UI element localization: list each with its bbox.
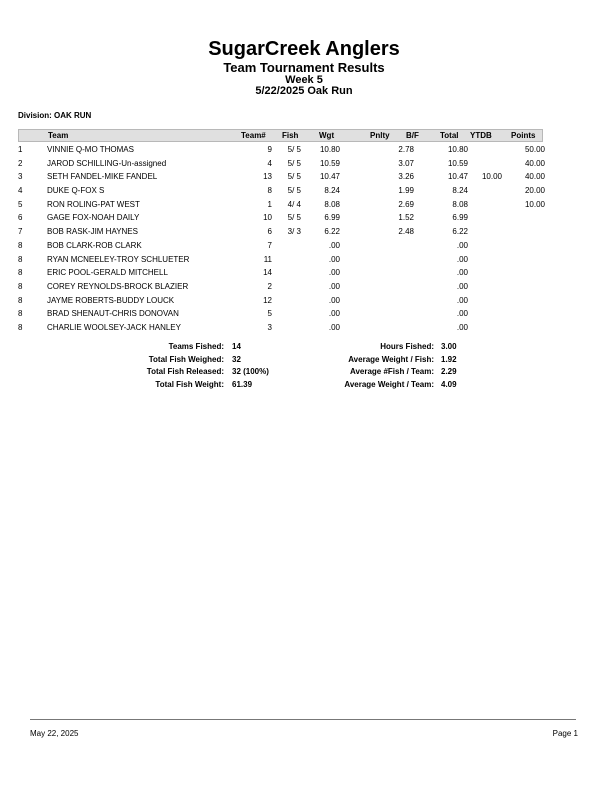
row-weight: .00	[328, 295, 340, 305]
row-total: .00	[456, 268, 468, 278]
summary-right-label: Average Weight / Fish:	[348, 354, 434, 364]
table-row	[0, 282, 608, 296]
summary-left-value: 14	[232, 342, 241, 351]
row-place: 8	[18, 322, 23, 332]
row-team-number: 10	[263, 213, 272, 223]
table-row	[0, 145, 608, 159]
row-team-number: 2	[267, 281, 272, 291]
summary	[0, 342, 608, 392]
summary-right-value: 4.09	[441, 379, 457, 389]
row-team-number: 11	[263, 254, 272, 264]
summary-right-label: Hours Fished:	[380, 342, 434, 351]
row-team: VINNIE Q-MO THOMAS	[47, 145, 134, 154]
summary-right-label: Average Weight / Team:	[344, 379, 434, 389]
summary-row	[0, 380, 608, 393]
row-place: 6	[18, 213, 23, 223]
footer-date: May 22, 2025	[30, 729, 79, 738]
summary-left-label: Teams Fished:	[168, 342, 224, 351]
row-weight: 10.47	[319, 172, 340, 182]
row-weight: 10.80	[319, 145, 340, 154]
row-place: 1	[18, 145, 23, 154]
row-big-fish: 1.99	[398, 186, 414, 196]
table-row	[0, 186, 608, 200]
row-place: 8	[18, 295, 23, 305]
row-place: 8	[18, 254, 23, 264]
row-fish: 5/ 5	[287, 213, 301, 223]
row-place: 5	[18, 199, 23, 209]
row-total: 10.47	[447, 172, 468, 182]
footer-divider	[30, 719, 576, 720]
row-team: ERIC POOL-GERALD MITCHELL	[47, 268, 168, 278]
summary-right-value: 1.92	[441, 354, 457, 364]
table-row	[0, 227, 608, 241]
summary-left-label: Total Fish Weight:	[155, 379, 224, 389]
table-header	[18, 129, 543, 142]
summary-left-label: Total Fish Weighed:	[148, 354, 224, 364]
row-team: GAGE FOX-NOAH DAILY	[47, 213, 140, 223]
row-points: 40.00	[524, 172, 545, 182]
row-place: 4	[18, 186, 23, 196]
summary-left-value: 61.39	[232, 379, 253, 389]
row-total: 10.59	[447, 158, 468, 168]
row-team-number: 12	[263, 295, 272, 305]
row-total: 8.08	[452, 199, 468, 209]
table-row	[0, 241, 608, 255]
summary-right-label: Average #Fish / Team:	[349, 367, 434, 376]
row-place: 8	[18, 268, 23, 278]
table-row	[0, 213, 608, 227]
row-total: .00	[456, 281, 468, 291]
row-fish: 3/ 3	[287, 227, 301, 237]
row-team-number: 13	[263, 172, 272, 182]
row-team: BOB CLARK-ROB CLARK	[47, 240, 142, 250]
row-total: 6.99	[452, 213, 468, 223]
row-total: .00	[456, 322, 468, 332]
results-table	[0, 145, 608, 337]
row-team-number: 9	[267, 145, 272, 154]
col-team-number: Team#	[241, 131, 266, 140]
summary-row	[0, 342, 608, 355]
row-place: 3	[18, 172, 23, 182]
row-total: 6.22	[452, 227, 468, 237]
row-points: 20.00	[524, 186, 545, 196]
row-fish: 5/ 5	[287, 158, 301, 168]
row-team-number: 1	[267, 199, 272, 209]
row-weight: 6.99	[324, 213, 340, 223]
table-row	[0, 159, 608, 173]
row-team: JAYME ROBERTS-BUDDY LOUCK	[47, 295, 175, 305]
summary-row	[0, 367, 608, 380]
summary-left-value: 32 (100%)	[232, 367, 269, 376]
report-week: Week 5	[285, 74, 323, 86]
row-fish: 5/ 5	[287, 186, 301, 196]
row-weight: .00	[328, 240, 340, 250]
row-team: COREY REYNOLDS-BROCK BLAZIER	[47, 281, 189, 291]
row-fish: 4/ 4	[287, 199, 301, 209]
report-title: SugarCreek Anglers	[208, 38, 400, 60]
summary-right-value: 2.29	[441, 367, 457, 376]
col-fish: Fish	[282, 131, 299, 140]
row-total: .00	[456, 295, 468, 305]
row-place: 2	[18, 158, 23, 168]
table-row	[0, 296, 608, 310]
col-ytdb: YTDB	[470, 131, 492, 140]
row-place: 8	[18, 240, 23, 250]
division-label: Division: OAK RUN	[18, 111, 92, 120]
row-big-fish: 3.07	[398, 158, 414, 168]
footer-page: Page 1	[552, 729, 578, 738]
row-big-fish: 2.78	[398, 145, 414, 154]
row-weight: 6.22	[324, 227, 340, 237]
row-team-number: 7	[267, 240, 272, 250]
row-team: SETH FANDEL-MIKE FANDEL	[47, 172, 158, 182]
row-points: 10.00	[524, 199, 545, 209]
row-weight: 8.08	[324, 199, 340, 209]
table-row	[0, 255, 608, 269]
row-place: 7	[18, 227, 23, 237]
row-team: JAROD SCHILLING-Un-assigned	[47, 158, 167, 168]
row-place: 8	[18, 281, 23, 291]
row-team: BOB RASK-JIM HAYNES	[47, 227, 138, 237]
row-weight: 8.24	[324, 186, 340, 196]
row-team: RON ROLING-PAT WEST	[47, 199, 140, 209]
row-team-number: 8	[267, 186, 272, 196]
row-team: CHARLIE WOOLSEY-JACK HANLEY	[47, 322, 181, 332]
table-row	[0, 172, 608, 186]
row-fish: 5/ 5	[287, 145, 301, 154]
table-row	[0, 323, 608, 337]
row-weight: 10.59	[319, 158, 340, 168]
row-total: .00	[456, 240, 468, 250]
row-total: .00	[456, 309, 468, 319]
row-big-fish: 2.69	[398, 199, 414, 209]
row-team-number: 3	[267, 322, 272, 332]
summary-right-value: 3.00	[441, 342, 457, 351]
row-total: 8.24	[452, 186, 468, 196]
row-big-fish: 3.26	[398, 172, 414, 182]
row-weight: .00	[328, 268, 340, 278]
col-points: Points	[511, 131, 536, 140]
summary-left-label: Total Fish Released:	[146, 367, 224, 376]
row-fish: 5/ 5	[287, 172, 301, 182]
row-total: .00	[456, 254, 468, 264]
row-team-number: 4	[267, 158, 272, 168]
row-ytdb: 10.00	[481, 172, 502, 182]
col-weight: Wgt	[319, 131, 335, 140]
row-team-number: 5	[267, 309, 272, 319]
row-place: 8	[18, 309, 23, 319]
row-total: 10.80	[447, 145, 468, 154]
table-row	[0, 309, 608, 323]
row-team: DUKE Q-FOX S	[47, 186, 105, 196]
row-points: 40.00	[524, 158, 545, 168]
summary-row	[0, 355, 608, 368]
report-subtitle: Team Tournament Results	[223, 60, 385, 75]
table-row	[0, 268, 608, 282]
row-weight: .00	[328, 322, 340, 332]
row-team-number: 14	[263, 268, 272, 278]
row-big-fish: 2.48	[398, 227, 414, 237]
summary-left-value: 32	[232, 354, 241, 364]
row-team: BRAD SHENAUT-CHRIS DONOVAN	[47, 309, 179, 319]
table-row	[0, 200, 608, 214]
col-team: Team	[48, 131, 69, 140]
row-team-number: 6	[267, 227, 272, 237]
col-total: Total	[440, 131, 459, 140]
row-weight: .00	[328, 309, 340, 319]
row-big-fish: 1.52	[398, 213, 414, 223]
col-penalty: Pnlty	[370, 131, 390, 140]
row-weight: .00	[328, 281, 340, 291]
report-date: 5/22/2025 Oak Run	[255, 85, 353, 97]
row-points: 50.00	[524, 145, 545, 154]
col-big-fish: B/F	[406, 131, 419, 140]
row-team: RYAN MCNEELEY-TROY SCHLUETER	[47, 254, 190, 264]
row-weight: .00	[328, 254, 340, 264]
